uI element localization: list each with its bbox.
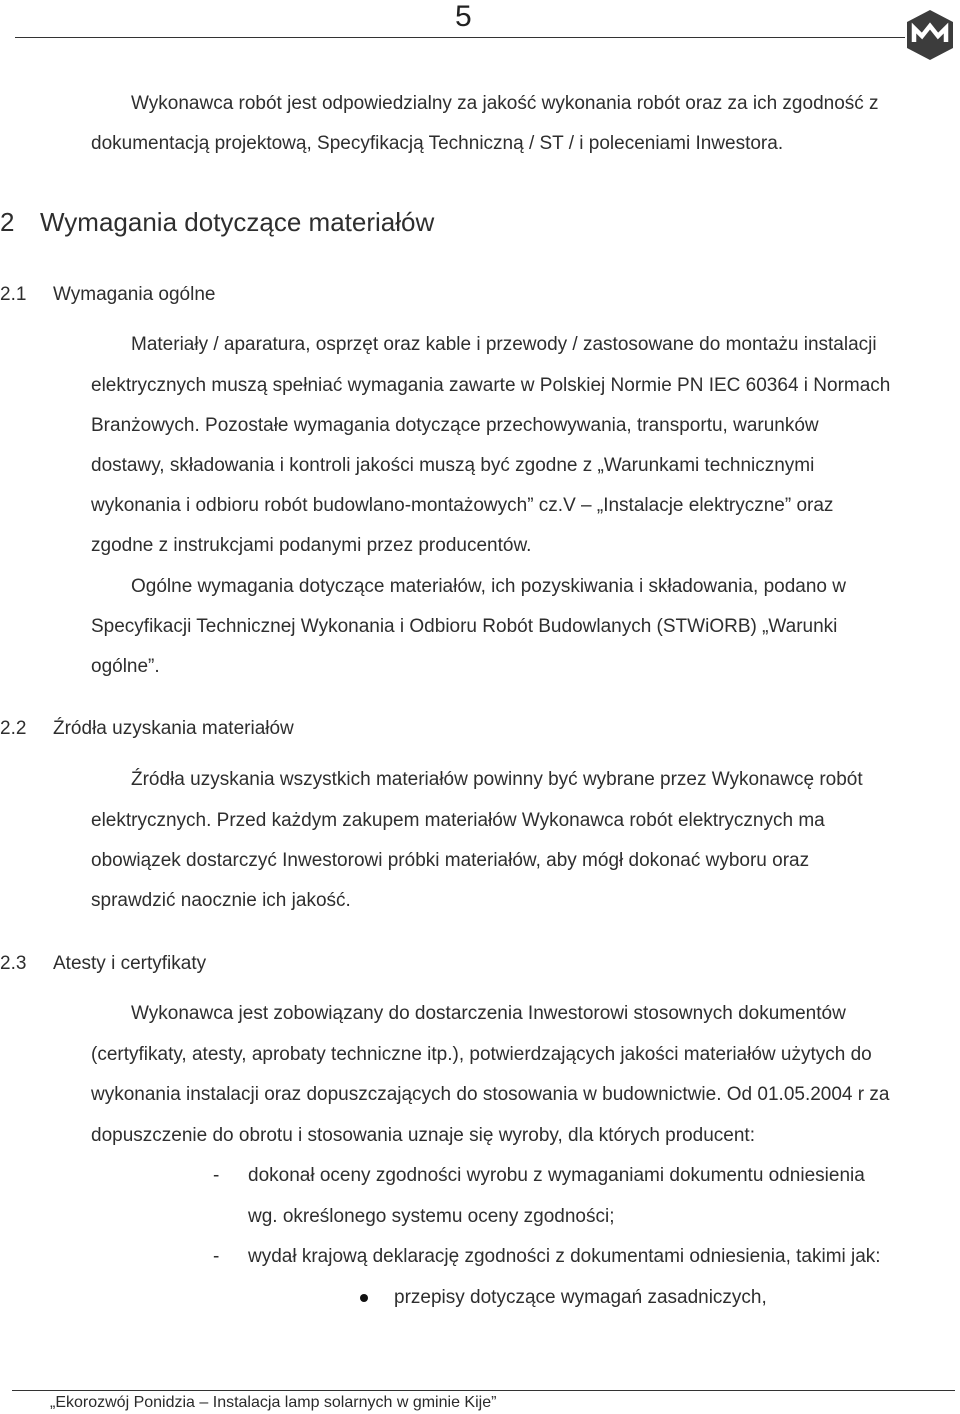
intro-line-1: Wykonawca robót jest odpowiedzialny za jakość wykonania robót oraz za ich zgodność z [131,93,879,114]
company-logo-icon [903,8,957,62]
paragraph-line: sprawdzić naocznie ich jakość. [91,890,351,911]
section-2-heading: Wymagania dotyczące materiałów [40,207,435,237]
bullet-item: przepisy dotyczące wymagań zasadniczych, [394,1287,767,1308]
dash-marker: - [213,1246,220,1267]
paragraph-line: Wykonawca jest zobowiązany do dostarczenia Inwestorowi stosownych dokumentów [131,1003,846,1024]
paragraph-line: wykonania i odbioru robót budowlano-montażowych” cz.V – „Instalacje elektryczne” oraz [91,495,834,516]
footer-text: „Ekorozwój Ponidzia – Instalacja lamp solarnych w gminie Kije” [50,1394,497,1411]
paragraph-line: Ogólne wymagania dotyczące materiałów, ich pozyskiwania i składowania, podano w [131,576,846,597]
paragraph-line: ogólne”. [91,656,160,677]
section-2-number: 2 [0,207,15,237]
paragraph-line: Materiały / aparatura, osprzęt oraz kable i przewody / zastosowane do montażu instalacji [131,334,877,355]
section-2-1-number: 2.1 [0,284,27,305]
section-2-3-heading: Atesty i certyfikaty [53,953,207,974]
dash-item-line: dokonał oceny zgodności wyrobu z wymaganiami dokumentu odniesienia [248,1165,865,1186]
paragraph-line: Specyfikacji Technicznej Wykonania i Odbioru Robót Budowlanych (STWiORB) „Warunki [91,616,838,637]
paragraph-line: zgodne z instrukcjami podanymi przez producentów. [91,535,532,556]
footer-divider [12,1390,955,1391]
paragraph-line: wykonania instalacji oraz dopuszczających do stosowania w budownictwie. Od 01.05.2004 r za [91,1084,890,1105]
paragraph-line: obowiązek dostarczyć Inwestorowi próbki materiałów, aby mógł dokonać wyboru oraz [91,850,810,871]
dash-item-line: wydał krajową deklarację zgodności z dokumentami odniesienia, takimi jak: [248,1246,881,1267]
section-2-2-heading: Źródła uzyskania materiałów [53,718,294,739]
section-2-3-number: 2.3 [0,953,27,974]
dash-marker: - [213,1165,220,1186]
page-number: 5 [455,0,472,33]
section-2-1-heading: Wymagania ogólne [53,284,216,305]
dash-item-line: wg. określonego systemu oceny zgodności; [248,1206,615,1227]
intro-line-2: dokumentacją projektową, Specyfikacją Techniczną / ST / i poleceniami Inwestora. [91,133,784,154]
paragraph-line: elektrycznych. Przed każdym zakupem materiałów Wykonawca robót elektrycznych ma [91,810,825,831]
section-2-2-number: 2.2 [0,718,27,739]
bullet-icon [360,1294,368,1302]
paragraph-line: elektrycznych muszą spełniać wymagania zawarte w Polskiej Normie PN IEC 60364 i Normach [91,375,891,396]
paragraph-line: Źródła uzyskania wszystkich materiałów powinny być wybrane przez Wykonawcę robót [131,769,863,790]
header-divider [15,37,905,38]
paragraph-line: dopuszczenie do obrotu i stosowania uznaje się wyroby, dla których producent: [91,1125,755,1146]
paragraph-line: (certyfikaty, atesty, aprobaty techniczne itp.), potwierdzających jakości materiałów użytych do [91,1044,872,1065]
paragraph-line: Branżowych. Pozostałe wymagania dotyczące przechowywania, transportu, warunków [91,415,819,436]
paragraph-line: dostawy, składowania i kontroli jakości muszą być zgodne z „Warunkami technicznymi [91,455,815,476]
